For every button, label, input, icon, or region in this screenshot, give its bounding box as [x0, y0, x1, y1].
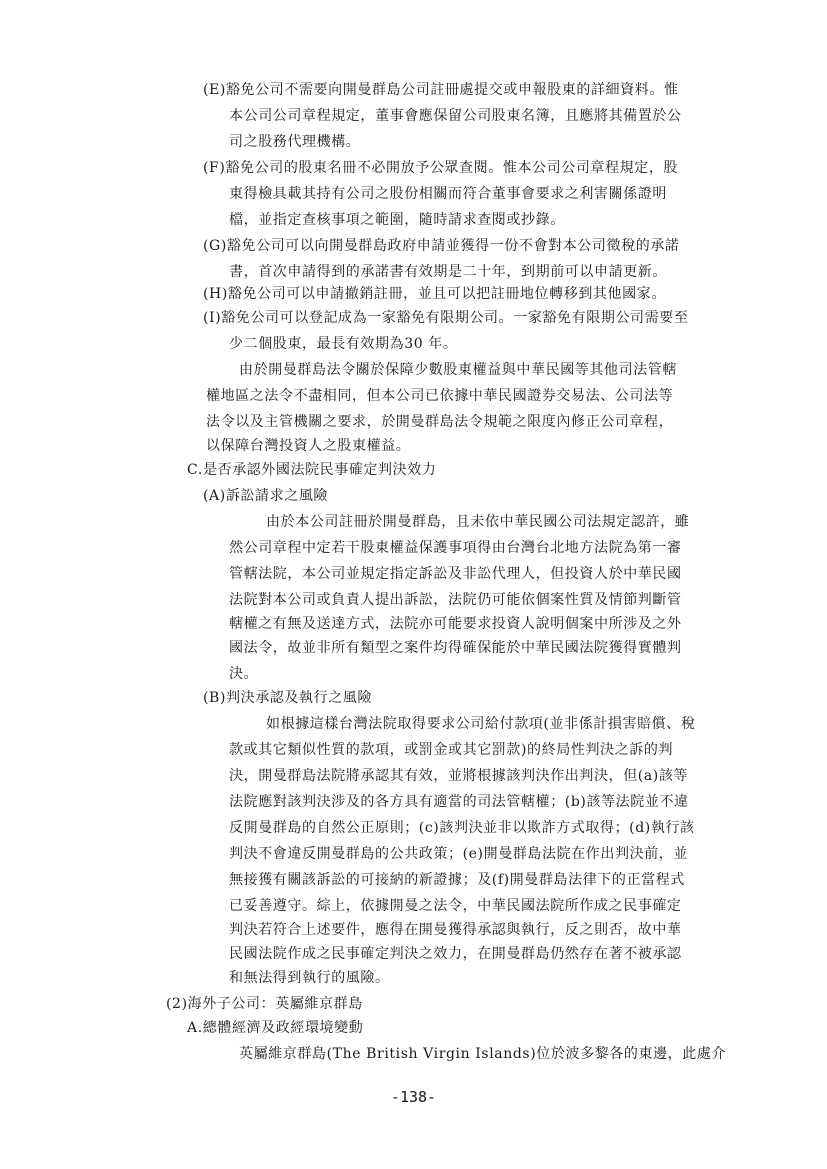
- section-a-line-2: 然公司章程中定若干股東權益保護事項得由台灣台北地方法院為第一審: [229, 540, 682, 556]
- paragraph-line-2: 權地區之法令不盡相同，但本公司已依據中華民國證券交易法、公司法等: [206, 388, 674, 404]
- section-a-line-6: 國法令，故並非所有類型之案件均得確保能於中華民國法院獲得實體判: [229, 640, 682, 656]
- section-a-line-5: 轄權之有無及送達方式，法院亦可能要求投資人說明個案中所涉及之外: [229, 616, 682, 632]
- section-b-line-11: 和無法得到執行的風險。: [229, 970, 390, 986]
- item-e-line-3: 司之股務代理機構。: [229, 134, 361, 150]
- item-e-line-1: (E)豁免公司不需要向開曼群島公司註冊處提交或申報股東的詳細資料。惟: [203, 82, 679, 98]
- section-a-line-7: 決。: [229, 666, 259, 682]
- page-number: -138-: [390, 1088, 437, 1106]
- paragraph-line-1: 由於開曼群島法令關於保障少數股東權益與中華民國等其他司法管轄: [239, 362, 677, 378]
- section-b-line-10: 民國法院作成之民事確定判決之效力，在開曼群島仍然存在著不被承認: [229, 946, 682, 962]
- section-b-line-7: 無接獲有關該訴訟的可接納的新證據；及(f)開曼群島法律下的正當程式: [229, 872, 685, 888]
- item-i-line-1: (I)豁免公司可以登記成為一家豁免有限期公司。一家豁免有限期公司需要至: [203, 310, 689, 326]
- section-b-line-5: 反開曼群島的自然公正原則；(c)該判決並非以欺詐方式取得；(d)執行該: [229, 820, 695, 836]
- item-f-line-1: (F)豁免公司的股東名冊不必開放予公眾查閱。惟本公司公司章程規定，股: [203, 160, 679, 176]
- heading-2a: A.總體經濟及政經環境變動: [187, 1020, 364, 1036]
- section-a-line-4: 法院對本公司或負責人提出訴訟，法院仍可能依個案性質及情節判斷管: [229, 592, 682, 608]
- item-g-line-2: 書，首次申請得到的承諾書有效期是二十年，到期前可以申請更新。: [229, 264, 667, 280]
- item-f-line-2: 東得檢具載其持有公司之股份相關而符合董事會要求之利害關係證明: [229, 186, 667, 202]
- section-b-line-6: 判決不會違反開曼群島的公共政策；(e)開曼群島法院在作出判決前，並: [229, 846, 689, 862]
- last-line: 英屬維京群島(The British Virgin Islands)位於波多黎各的東邊，此處介: [239, 1046, 727, 1062]
- item-e-line-2: 本公司公司章程規定，董事會應保留公司股東名簿，且應將其備置於公: [229, 108, 682, 124]
- item-h-line-1: (H)豁免公司可以申請撤銷註冊，並且可以把註冊地位轉移到其他國家。: [203, 286, 666, 302]
- subheading-a: (A)訴訟請求之風險: [203, 488, 329, 504]
- paragraph-line-3: 法令以及主管機關之要求，於開曼群島法令規範之限度內修正公司章程，: [206, 414, 674, 430]
- item-i-line-2: 少二個股東，最長有效期為30 年。: [229, 336, 458, 352]
- heading-c: C.是否承認外國法院民事確定判決效力: [187, 462, 437, 478]
- paragraph-line-4: 以保障台灣投資人之股東權益。: [206, 438, 411, 454]
- section-a-line-3: 管轄法院，本公司並規定指定訴訟及非訟代理人，但投資人於中華民國: [229, 566, 682, 582]
- item-g-line-1: (G)豁免公司可以向開曼群島政府申請並獲得一份不會對本公司徵稅的承諾: [203, 238, 680, 254]
- subheading-b: (B)判決承認及執行之風險: [203, 690, 373, 706]
- section-b-line-9: 判決若符合上述要件，應得在開曼獲得承認與執行，反之則否，故中華: [229, 922, 682, 938]
- heading-2: (2)海外子公司：英屬維京群島: [166, 996, 363, 1012]
- section-b-line-3: 決，開曼群島法院將承認其有效，並將根據該判決作出判決，但(a)該等: [229, 768, 689, 784]
- section-b-line-8: 已妥善遵守。綜上，依據開曼之法令，中華民國法院所作成之民事確定: [229, 898, 682, 914]
- section-b-line-1: 如根據這樣台灣法院取得要求公司給付款項(並非係計損害賠償、稅: [266, 716, 696, 732]
- item-f-line-3: 檔，並指定查核事項之範圍，隨時請求查閱或抄錄。: [229, 212, 565, 228]
- section-b-line-4: 法院應對該判決涉及的各方具有適當的司法管轄權；(b)該等法院並不違: [229, 794, 689, 810]
- section-b-line-2: 款或其它類似性質的款項，或罰金或其它罰款)的終局性判決之訴的判: [229, 742, 674, 758]
- section-a-line-1: 由於本公司註冊於開曼群島，且未依中華民國公司法規定認許，雖: [266, 514, 690, 530]
